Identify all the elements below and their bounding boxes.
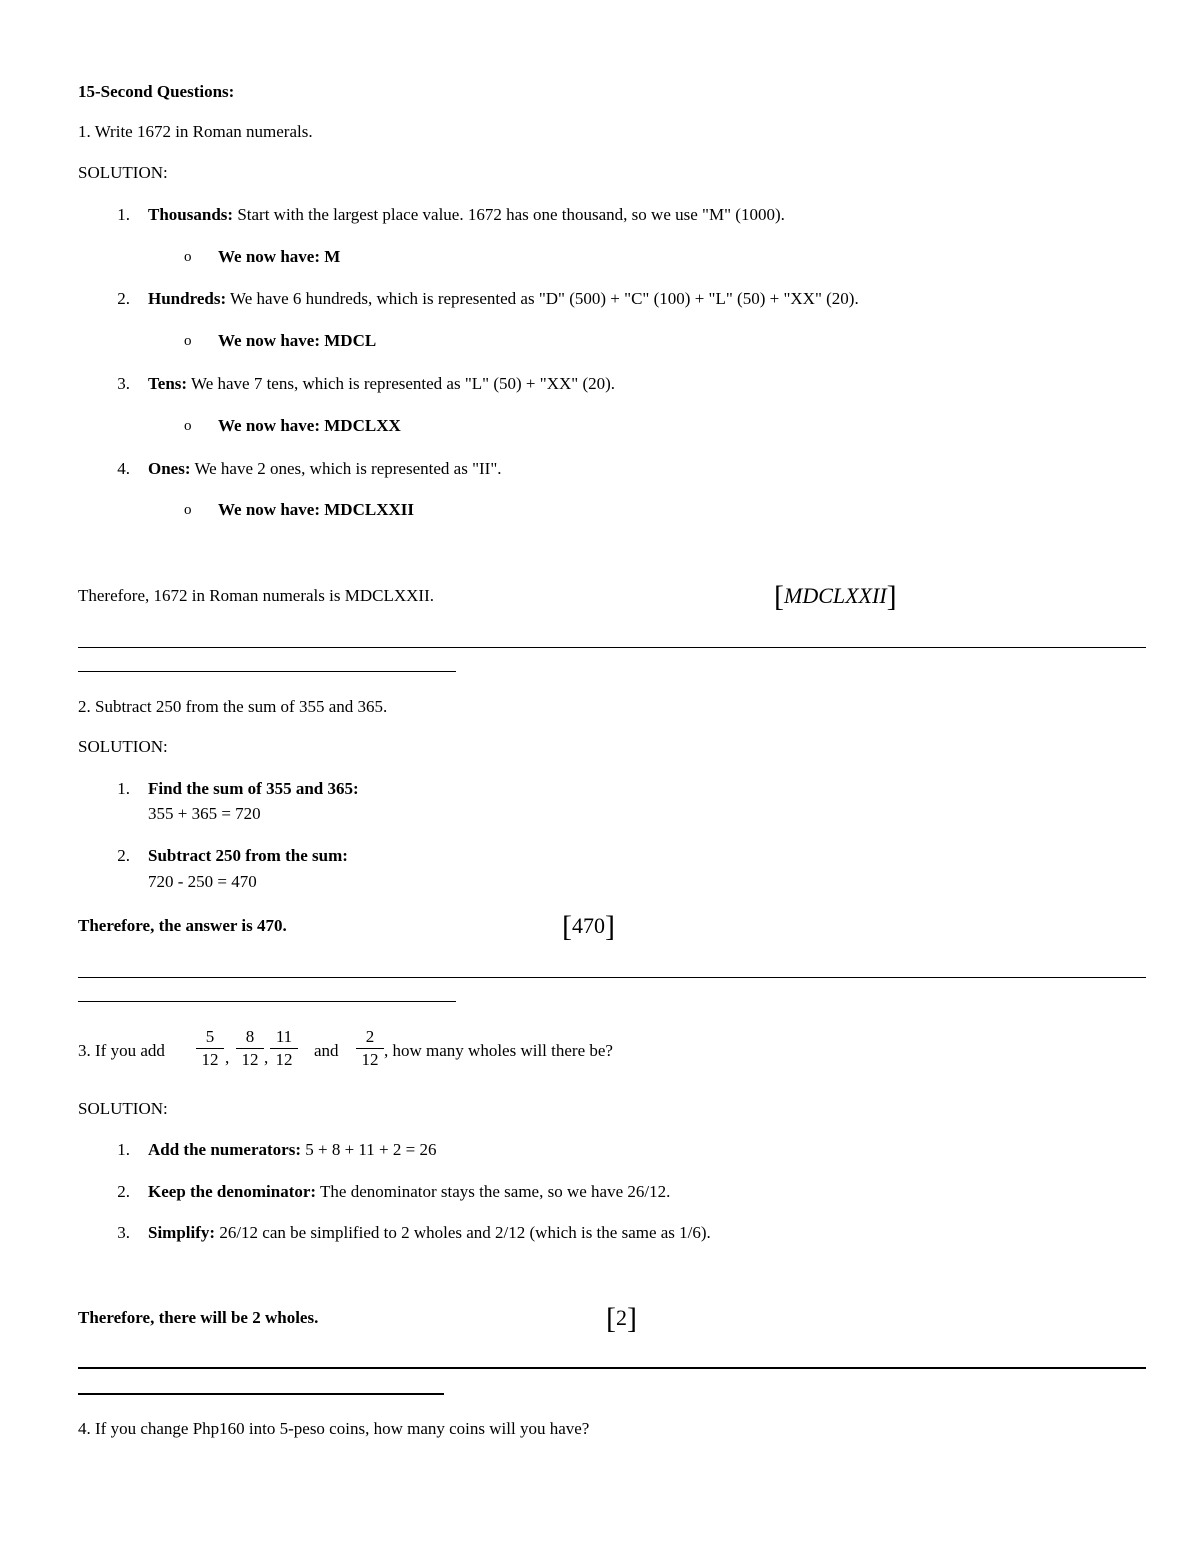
step-note: We now have: M — [218, 247, 341, 266]
page-heading: 15-Second Questions: — [78, 82, 235, 101]
step-text: 26/12 can be simplified to 2 wholes and 2/12 (which is the same as 1/6). — [215, 1223, 711, 1242]
conclusion-1: Therefore, 1672 in Roman numerals is MDCLXXII. — [78, 586, 434, 605]
question-1: 1. Write 1672 in Roman numerals. — [78, 122, 313, 141]
step-text: We have 2 ones, which is represented as "II". — [190, 459, 502, 478]
step-text: The denominator stays the same, so we have 26/12. — [316, 1182, 671, 1201]
fraction-4: 2 12 — [356, 1026, 384, 1071]
step-note: We now have: MDCL — [218, 331, 377, 350]
step-text: Start with the largest place value. 1672 has one thousand, so we use "M" (1000). — [233, 205, 785, 224]
bullet-icon: o — [184, 333, 192, 349]
answer-1: MDCLXXII — [784, 583, 887, 608]
step-text: 5 + 8 + 11 + 2 = 26 — [301, 1140, 437, 1159]
step-title: Simplify: — [148, 1223, 216, 1242]
step-title: Subtract 250 from the sum: — [148, 846, 348, 865]
answer-box-3: [2] — [606, 1302, 637, 1335]
solution-label-2: SOLUTION: — [78, 737, 168, 756]
step-number: 2. — [117, 1182, 130, 1201]
answer-box-1: [MDCLXXII] — [774, 580, 897, 613]
step-title: Hundreds: — [148, 289, 227, 308]
step-note: We now have: MDCLXX — [218, 416, 401, 435]
separator-rule — [78, 977, 1146, 978]
separator-rule-short — [78, 1001, 456, 1002]
solution-label-3: SOLUTION: — [78, 1099, 168, 1118]
step-number: 3. — [117, 1223, 130, 1242]
question-4: 4. If you change Php160 into 5-peso coins, how many coins will you have? — [78, 1419, 590, 1438]
answer-2: 470 — [572, 913, 605, 938]
step-number: 3. — [117, 374, 130, 393]
answer-box-2: [470] — [562, 910, 615, 943]
fraction-3: 11 12 — [270, 1026, 298, 1071]
question-3-suffix: , how many wholes will there be? — [384, 1041, 613, 1060]
step-title: Ones: — [148, 459, 191, 478]
answer-3: 2 — [616, 1305, 627, 1330]
step-title: Add the numerators: — [148, 1140, 301, 1159]
separator-rule-short — [78, 671, 456, 672]
solution-label-1: SOLUTION: — [78, 163, 168, 182]
conclusion-3: Therefore, there will be 2 wholes. — [78, 1308, 319, 1327]
step-number: 2. — [117, 846, 130, 865]
question-2: 2. Subtract 250 from the sum of 355 and 365. — [78, 697, 388, 716]
bullet-icon: o — [184, 502, 192, 518]
step-calc: 720 - 250 = 470 — [148, 872, 257, 891]
step-title: Find the sum of 355 and 365: — [148, 779, 359, 798]
conclusion-2: Therefore, the answer is 470. — [78, 916, 287, 935]
separator-rule — [78, 1367, 1146, 1369]
step-text: We have 6 hundreds, which is represented as "D" (500) + "C" (100) + "L" (50) + "XX" (20). — [226, 289, 859, 308]
step-number: 1. — [117, 205, 130, 224]
step-title: Tens: — [148, 374, 188, 393]
question-3-prefix: 3. If you add — [78, 1041, 165, 1060]
bullet-icon: o — [184, 249, 192, 265]
and-word: and — [314, 1041, 339, 1060]
fraction-1: 5 12 — [196, 1026, 224, 1071]
fraction-2: 8 12 — [236, 1026, 264, 1071]
step-text: We have 7 tens, which is represented as "L" (50) + "XX" (20). — [187, 374, 616, 393]
separator-rule-short — [78, 1393, 444, 1395]
separator-rule — [78, 647, 1146, 648]
step-number: 2. — [117, 289, 130, 308]
step-title: Keep the denominator: — [148, 1182, 317, 1201]
step-number: 4. — [117, 459, 130, 478]
bullet-icon: o — [184, 418, 192, 434]
step-title: Thousands: — [148, 205, 234, 224]
step-number: 1. — [117, 1140, 130, 1159]
step-number: 1. — [117, 779, 130, 798]
step-note: We now have: MDCLXXII — [218, 500, 414, 519]
step-calc: 355 + 365 = 720 — [148, 804, 261, 823]
